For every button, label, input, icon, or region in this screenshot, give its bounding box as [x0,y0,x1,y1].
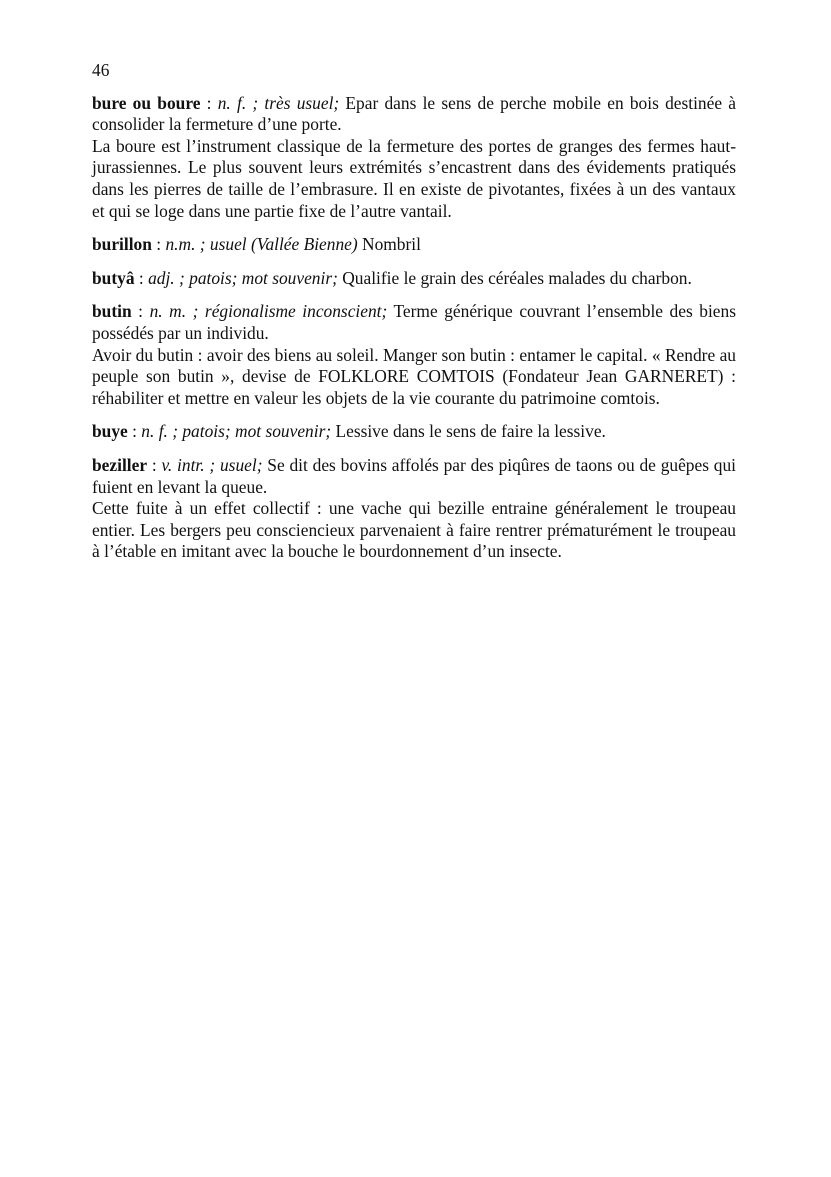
dictionary-entry [92,455,736,563]
entry-definition-paragraph [92,234,736,256]
entry-definition-paragraph [92,268,736,290]
entry-definition-paragraph [92,93,736,136]
entry-definition-paragraph [92,301,736,344]
headword-separator: : [131,301,150,322]
entry-headword: buye [92,421,128,442]
entry-grammar: adj. ; patois; mot souvenir; [148,267,338,288]
entry-headword: butyâ [92,267,135,288]
entry-headword: burillon [92,234,152,255]
entry-grammar: n. m. ; régionalisme inconscient; [149,301,388,322]
entry-definition: Terme générique couvrant l’ensemble des biens possédés par un individu. [92,301,736,343]
entry-definition: Lessive dans le sens de faire la lessive. [331,421,606,442]
entry-headword: butin [92,301,132,322]
headword-separator: : [127,421,142,442]
entry-headword: bure ou boure [92,92,201,113]
entry-note: Avoir du butin : avoir des biens au soleil. Manger son butin : entamer le capital. « Rendre au peuple son butin », devise de FOLKLORE COMTOIS (Fondateur Jean GARNERET) : réhabiliter et mettre en valeur les objets de la vie courante du patrimoine comtois. [92,344,736,408]
entry-grammar: n. f. ; très usuel; [217,92,340,113]
headword-separator: : [134,267,149,288]
dictionary-entry [92,93,736,223]
entry-headword: beziller [92,454,148,475]
entry-definition: Nombril [357,234,421,255]
dictionary-entry [92,268,736,290]
entry-definition-paragraph [92,421,736,443]
entry-note: Cette fuite à un effet collectif : une vache qui bezille entraine généralement le troupeau entier. Les bergers peu consciencieux parvenaient à faire rentrer prématurément le troupeau à l’étable en imitant avec la bouche le bourdonnement d’un insecte. [92,498,736,562]
headword-separator: : [200,92,218,113]
entry-definition-paragraph [92,455,736,498]
page-number: 46 [92,60,110,80]
document-page [92,60,736,575]
dictionary-entry [92,301,736,409]
entry-grammar: n. f. ; patois; mot souvenir; [141,421,332,442]
headword-separator: : [151,234,166,255]
entry-definition: Epar dans le sens de perche mobile en bois destinée à consolider la fermeture d’une porte. [92,92,736,135]
dictionary-entry [92,234,736,256]
dictionary-entry [92,421,736,443]
entry-definition: Se dit des bovins affolés par des piqûres de taons ou de guêpes qui fuient en levant la queue. [92,454,737,497]
entry-grammar: v. intr. ; usuel; [161,454,263,475]
headword-separator: : [147,454,162,475]
entry-definition: Qualifie le grain des céréales malades du charbon. [337,267,692,288]
entry-grammar: n.m. ; usuel (Vallée Bienne) [165,234,358,255]
entry-note: La boure est l’instrument classique de la fermeture des portes de granges des fermes haut-jurassiennes. Le plus souvent leurs extrémités s’encastrent dans des évidements pratiqués dans les pierres de taille de l’embrasure. Il en existe de pivotantes, fixées à un des vantaux et qui se loge dans une partie fixe de l’autre vantail. [92,135,736,221]
